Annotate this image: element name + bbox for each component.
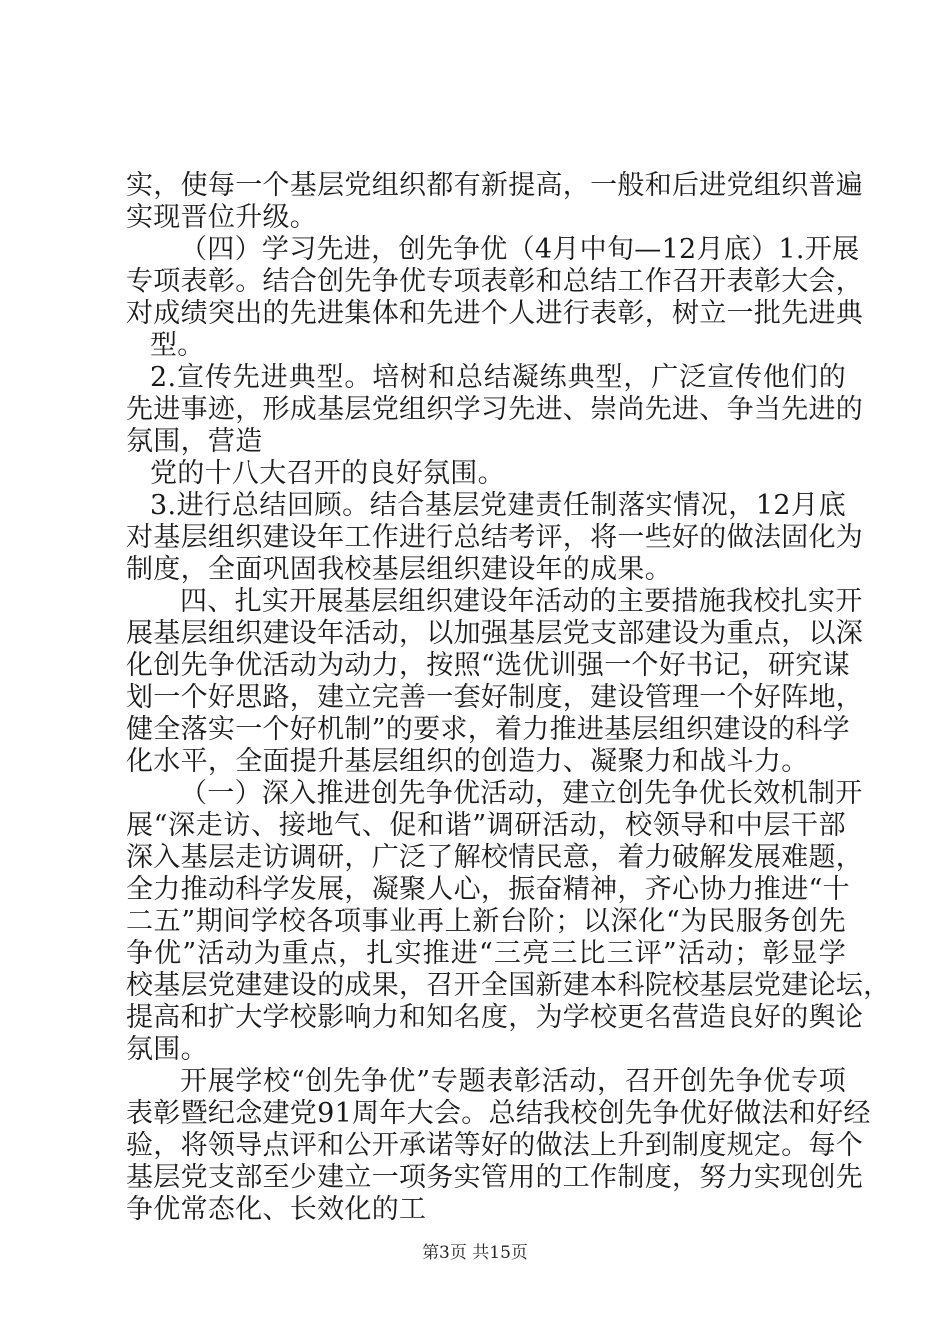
document-line: 对基层组织建设年工作进行总结考评，将一些好的做法固化为 [126, 522, 864, 553]
document-line: 3.进行总结回顾。结合基层党建责任制落实情况，12月底 [150, 490, 846, 521]
document-line: 实现晋位升级。 [126, 202, 318, 233]
document-line: 氛围，营造 [126, 426, 263, 457]
document-line: 争优常态化、长效化的工 [126, 1194, 427, 1225]
document-line: 开展学校“创先争优”专题表彰活动，召开创先争优专项 [180, 1066, 846, 1097]
document-line: （四）学习先进，创先争优（4月中旬—12月底）1.开展 [180, 234, 860, 265]
document-line: 氛围。 [126, 1034, 208, 1065]
document-line: 化水平，全面提升基层组织的创造力、凝聚力和战斗力。 [126, 746, 809, 777]
document-line: 先进事迹，形成基层党组织学习先进、崇尚先进、争当先进的 [126, 394, 864, 425]
document-line: 专项表彰。结合创先争优专项表彰和总结工作召开表彰大会， [126, 266, 864, 297]
document-line: 争优”活动为重点，扎实推进“三亮三比三评”活动；彰显学 [126, 938, 846, 969]
document-line: 展“深走访、接地气、促和谐”调研活动，校领导和中层干部 [126, 810, 846, 841]
document-line: 实，使每一个基层党组织都有新提高，一般和后进党组织普遍 [126, 170, 864, 201]
document-line: 型。 [150, 330, 205, 361]
document-line: 校基层党建建设的成果，召开全国新建本科院校基层党建论坛， [126, 970, 891, 1001]
document-line: 健全落实一个好机制”的要求，着力推进基层组织建设的科学 [126, 714, 850, 745]
document-line: 全力推动科学发展，凝聚人心，振奋精神，齐心协力推进“十 [126, 874, 850, 905]
document-line: 化创先争优活动为动力，按照“选优训强一个好书记，研究谋 [126, 650, 850, 681]
document-line: 表彰暨纪念建党91周年大会。总结我校创先争优好做法和好经 [126, 1098, 871, 1129]
document-body [126, 170, 891, 1226]
document-line: 党的十八大召开的良好氛围。 [150, 458, 505, 489]
document-line: 深入基层走访调研，广泛了解校情民意，着力破解发展难题， [126, 842, 864, 873]
document-line: 提高和扩大学校影响力和知名度，为学校更名营造良好的舆论 [126, 1002, 864, 1033]
document-line: 二五”期间学校各项事业再上新台阶；以深化“为民服务创先 [126, 906, 846, 937]
document-line: （一）深入推进创先争优活动，建立创先争优长效机制开 [180, 778, 863, 809]
document-line: 验，将领导点评和公开承诺等好的做法上升到制度规定。每个 [126, 1130, 864, 1161]
document-line: 四、扎实开展基层组织建设年活动的主要措施我校扎实开 [180, 586, 863, 617]
page-footer: 第3页 共15页 [422, 1243, 528, 1263]
document-line: 展基层组织建设年活动，以加强基层党支部建设为重点，以深 [126, 618, 864, 649]
document-line: 2.宣传先进典型。培树和总结凝练典型，广泛宣传他们的 [150, 362, 846, 393]
document-line: 制度，全面巩固我校基层组织建设年的成果。 [126, 554, 672, 585]
document-line: 对成绩突出的先进集体和先进个人进行表彰，树立一批先进典 [126, 298, 864, 329]
document-line: 划一个好思路，建立完善一套好制度，建设管理一个好阵地， [126, 682, 864, 713]
document-line: 基层党支部至少建立一项务实管用的工作制度，努力实现创先 [126, 1162, 864, 1193]
